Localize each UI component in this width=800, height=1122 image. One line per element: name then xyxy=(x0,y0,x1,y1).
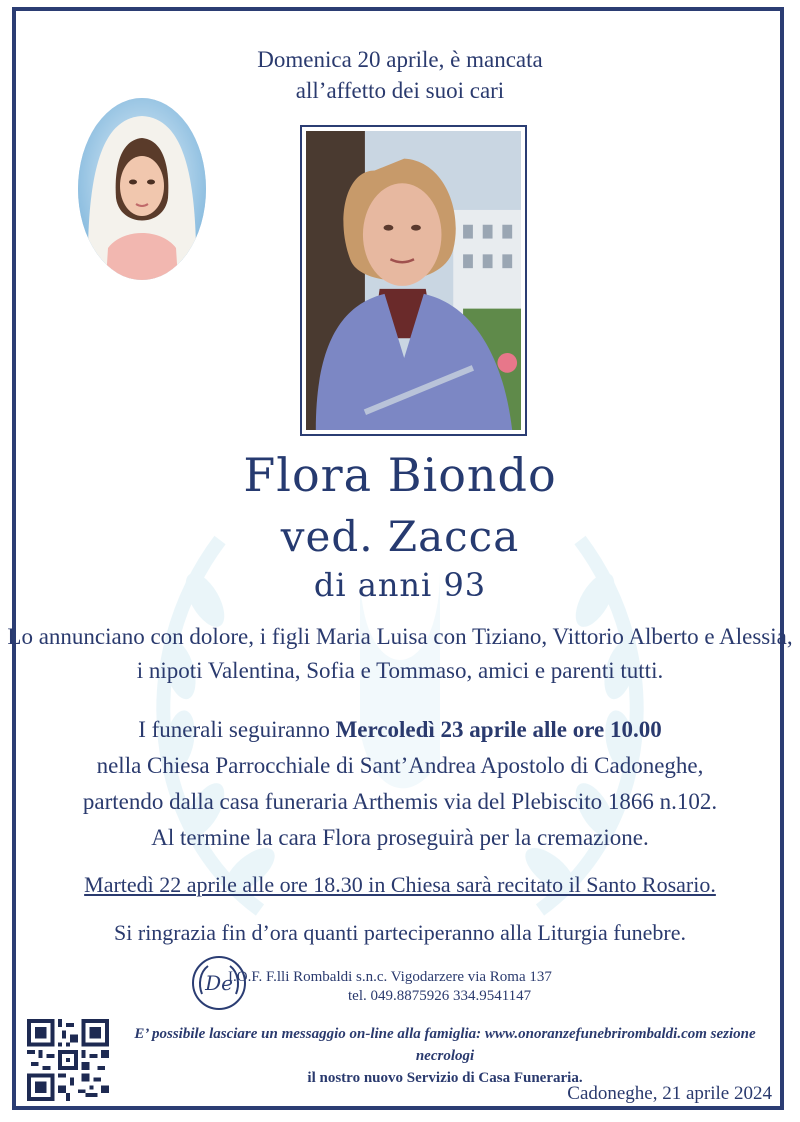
deceased-age: di anni 93 xyxy=(313,566,487,604)
deceased-portrait xyxy=(300,125,527,436)
thanks-text: Si ringrazia fin d’ora quanti parteciperanno alla Liturgia funebre. xyxy=(114,920,686,945)
online-message xyxy=(120,1023,770,1089)
announcement-line-1: Lo annunciano con dolore, i figli Maria Luisa con Tiziano, Vittorio Alberto e Alessia, xyxy=(7,624,793,649)
funeral-home-address: I.O.F. F.lli Rombaldi s.n.c. Vigodarzere via Roma 137 xyxy=(228,969,552,985)
intro-line-1: Domenica 20 aprile, è mancata xyxy=(257,47,543,72)
funeral-details xyxy=(0,712,800,856)
deceased-married-name: ved. Zacca xyxy=(280,512,520,561)
deceased-name: Flora Biondo xyxy=(243,448,557,502)
intro-line-2: all’affetto dei suoi cari xyxy=(295,78,505,103)
rosary-text: Martedì 22 aprile alle ore 18.30 in Chiesa sarà recitato il Santo Rosario. xyxy=(84,872,716,897)
madonna-illustration xyxy=(78,98,206,280)
announcement-line-2: i nipoti Valentina, Sofia e Tommaso, amici e parenti tutti. xyxy=(136,658,664,683)
online-message-line-1: E’ possibile lasciare un messaggio on-line alla famiglia: www.onoranzefunebrirombaldi.com sezione necrologi xyxy=(134,1026,756,1064)
announcement xyxy=(0,620,800,688)
qr-code[interactable] xyxy=(27,1019,109,1101)
online-message-line-2: il nostro nuovo Servizio di Casa Funeraria. xyxy=(307,1070,583,1086)
rosary-notice xyxy=(0,872,800,898)
funeral-line-1 xyxy=(0,712,800,748)
intro-text xyxy=(0,44,800,106)
funeral-line-4: Al termine la cara Flora proseguirà per la cremazione. xyxy=(151,825,649,850)
funeral-home-phone: tel. 049.8875926 334.9541147 xyxy=(348,988,532,1004)
funeral-date-time: Mercoledì 23 aprile alle ore 10.00 xyxy=(335,717,662,742)
funeral-line-2: nella Chiesa Parrocchiale di Sant’Andrea Apostolo di Cadoneghe, xyxy=(96,753,704,778)
portrait-photo xyxy=(306,131,521,430)
logo-letters: De xyxy=(205,971,233,995)
funeral-line-1-prefix: I funerali seguiranno xyxy=(138,717,336,742)
funeral-line-3: partendo dalla casa funeraria Arthemis via del Plebiscito 1866 n.102. xyxy=(82,789,718,814)
madonna-image xyxy=(78,98,206,280)
place-and-date: Cadoneghe, 21 aprile 2024 xyxy=(567,1083,772,1104)
